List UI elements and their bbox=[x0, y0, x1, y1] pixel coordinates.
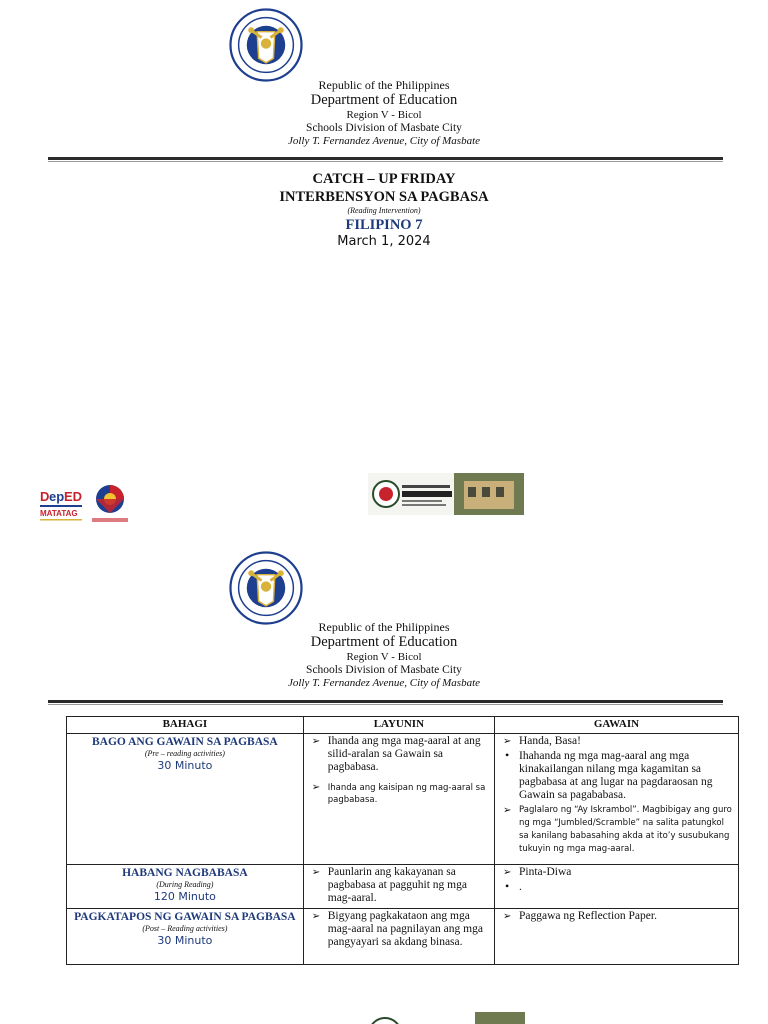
division-banner-icon bbox=[368, 473, 524, 515]
header-divider bbox=[48, 157, 723, 160]
bahagi-time: 30 Minuto bbox=[157, 934, 213, 947]
address-text: Jolly T. Fernandez Avenue, City of Masbate bbox=[287, 677, 481, 689]
next-page-banner-icon bbox=[365, 1012, 525, 1024]
list-item: ➢ Ihanda ang kaisipan ng mag-aaral sa pagbabasa. bbox=[311, 782, 486, 805]
deped-matatag-logo-icon bbox=[38, 483, 84, 523]
header-gawain: GAWAIN bbox=[495, 717, 739, 734]
svg-text:D: D bbox=[40, 489, 50, 504]
bahagi-subtitle: (Post – Reading activities) bbox=[142, 924, 228, 933]
footer-logos bbox=[0, 473, 768, 523]
lesson-plan-table bbox=[66, 716, 739, 965]
list-item: ➢ Bigyang pagkakataon ang mga mag-aaral na pagnilayan ang mga pangyayari sa akdang binasa. bbox=[311, 910, 483, 948]
bahagi-name: BAGO ANG GAWAIN SA PAGBASA bbox=[92, 736, 278, 748]
layunin-cell bbox=[303, 865, 494, 909]
cover-title-block bbox=[0, 171, 768, 250]
svg-text:ep: ep bbox=[49, 489, 65, 504]
bahagi-subtitle: (Pre – reading activities) bbox=[144, 749, 225, 758]
arrow-bullet-icon: ➢ bbox=[311, 736, 321, 747]
gawain-cell bbox=[495, 734, 739, 865]
bahagi-subtitle: (During Reading) bbox=[156, 880, 214, 889]
region-text: Region V - Bicol bbox=[346, 651, 422, 663]
layunin-cell bbox=[303, 909, 494, 965]
arrow-bullet-icon: ➢ bbox=[503, 805, 512, 816]
list-item: ➢ Paggawa ng Reflection Paper. bbox=[503, 910, 657, 922]
list-item: • . bbox=[505, 879, 522, 893]
republic-text: Republic of the Philippines bbox=[318, 620, 450, 634]
bagong-pilipinas-logo-icon bbox=[88, 481, 132, 525]
svg-text:ED: ED bbox=[64, 489, 83, 504]
arrow-bullet-icon: ➢ bbox=[503, 911, 512, 922]
arrow-bullet-icon: ➢ bbox=[311, 867, 321, 878]
bahagi-time: 30 Minuto bbox=[157, 759, 213, 772]
region-text: Region V - Bicol bbox=[346, 109, 422, 121]
department-text: Department of Education bbox=[310, 92, 458, 108]
list-item: ➢ Pinta-Diwa bbox=[503, 866, 572, 878]
cover-subject: FILIPINO 7 bbox=[345, 217, 423, 233]
deped-seal-icon bbox=[229, 8, 303, 82]
list-item: ➢ Handa, Basa! bbox=[503, 735, 581, 747]
table-header-row bbox=[67, 717, 739, 734]
table-row bbox=[67, 909, 739, 965]
division-text: Schools Division of Masbate City bbox=[306, 122, 462, 134]
cover-note: (Reading Intervention) bbox=[347, 206, 421, 215]
bahagi-name: PAGKATAPOS NG GAWAIN SA PAGBASA bbox=[74, 911, 296, 923]
republic-text: Republic of the Philippines bbox=[318, 78, 450, 92]
list-item: • Ihahanda ng mga mag-aaral ang mga kinakailangan nilang mga kagamitan sa pagbabasa at ang lugar na pagdaraosan ng Gawain sa pagababasa. bbox=[505, 748, 713, 801]
department-text: Department of Education bbox=[310, 634, 458, 650]
header-divider bbox=[48, 700, 723, 703]
dot-bullet-icon: • bbox=[505, 748, 510, 762]
header-bahagi: BAHAGI bbox=[67, 717, 304, 734]
gawain-cell bbox=[495, 865, 739, 909]
bahagi-cell bbox=[67, 909, 304, 965]
list-item: ➢ Ihanda ang mga mag-aaral at ang silid-aralan sa Gawain sa pagbabasa. bbox=[311, 735, 481, 773]
arrow-bullet-icon: ➢ bbox=[503, 867, 512, 878]
list-item: ➢ Paglalaro ng “Ay Iskrambol”. Magbibigay ang guro ng mga “Jumbled/Scramble” na salita patungkol sa kanilang babasahing akda at ito’y susubukang tukuyin ng mga mag-aaral. bbox=[503, 805, 732, 854]
arrow-bullet-icon: ➢ bbox=[503, 736, 512, 747]
arrow-bullet-icon: ➢ bbox=[311, 911, 321, 922]
bahagi-time: 120 Minuto bbox=[153, 890, 216, 903]
address-text: Jolly T. Fernandez Avenue, City of Masbate bbox=[287, 135, 481, 147]
header-layunin: LAYUNIN bbox=[303, 717, 494, 734]
bahagi-cell bbox=[67, 734, 304, 865]
dot-bullet-icon: • bbox=[505, 879, 510, 893]
cover-date: March 1, 2024 bbox=[337, 234, 431, 249]
cover-title: CATCH – UP FRIDAY bbox=[312, 171, 456, 187]
bahagi-cell bbox=[67, 865, 304, 909]
division-text: Schools Division of Masbate City bbox=[306, 664, 462, 676]
cover-subtitle: INTERBENSYON SA PAGBASA bbox=[279, 189, 489, 205]
bahagi-name: HABANG NAGBABASA bbox=[122, 867, 248, 879]
letterhead bbox=[0, 78, 768, 148]
letterhead bbox=[0, 620, 768, 690]
gawain-cell bbox=[495, 909, 739, 965]
arrow-bullet-icon: ➢ bbox=[311, 782, 321, 793]
table-row bbox=[67, 865, 739, 909]
list-item: ➢ Paunlarin ang kakayanan sa pagbabasa at pagguhit ng mga mag-aaral. bbox=[311, 866, 467, 904]
table-row bbox=[67, 734, 739, 865]
svg-text:MATATAG: MATATAG bbox=[40, 509, 78, 518]
lesson-page bbox=[0, 543, 768, 1024]
layunin-cell bbox=[303, 734, 494, 865]
deped-seal-icon bbox=[229, 551, 303, 625]
